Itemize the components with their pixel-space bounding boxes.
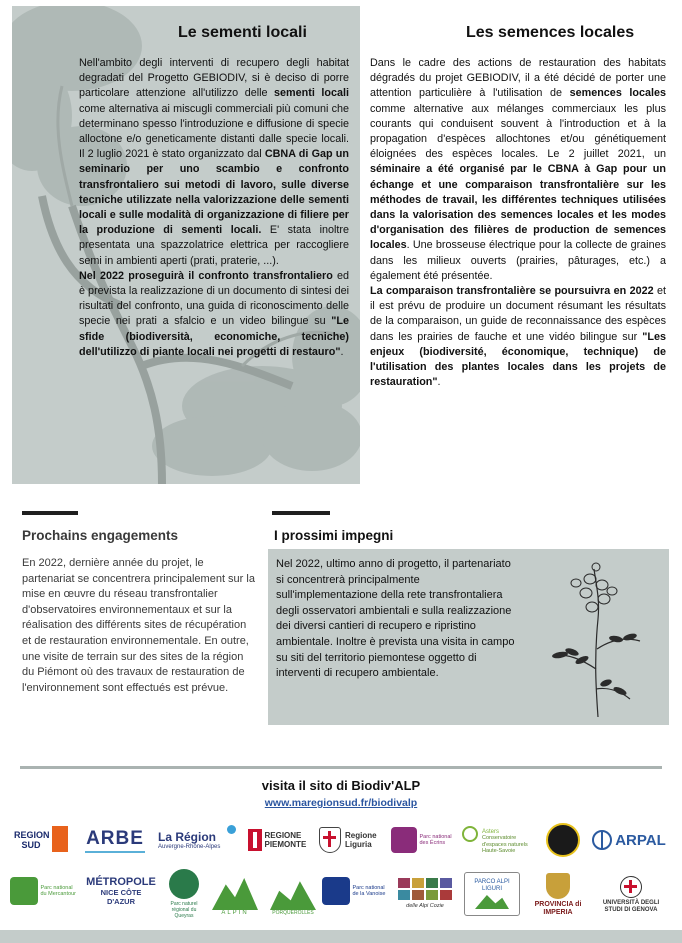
french-body-segment: La comparaison transfrontalière se poursuivra en 2022 [370,285,654,298]
alpi-liguri-label: PARCO ALPI LIGURI [474,879,510,892]
italian-body-segment: E' stata inoltre presentata una spazzolatrice elettrica per raccogliere semi in ambienti aperti (prati, praterie, ...). [79,224,350,267]
alpi-liguri-mountain-icon [475,895,509,909]
imperia-shield-icon [546,873,570,899]
region-sud-emblem-icon [52,826,68,852]
footer-separator [20,766,662,769]
regione-liguria-logo [318,822,382,858]
imperia-label: PROVINCIA di IMPERIA [534,901,582,916]
italian-body-segment: ed è prevista la realizzazione di un documento di sintesi dei risultati del confronto, una guida di riconoscimento delle specie nei prati a sfalcio e un video bilingue su [79,269,350,328]
arpal-label: ARPAL [615,831,666,849]
arbe-label: ARBE [86,827,144,849]
prossimi-body: Nel 2022, ultimo anno di progetto, il partenariato si concentrerà principalmente sull'implementazione della rete transfrontaliera degli osservatori ambientali e sulla realizzazione dei diversi cantieri di recupero e ripristino ambientale. Inoltre è prevista una visita in campo su siti del territorio piemontese oggetto di interventi di recupero ambientale. [276,558,515,680]
section-rule-prossimi [272,511,330,515]
italian-body-segment: Nel 2022 proseguirà il confronto transfrontaliero [79,269,333,282]
arbe-underline [85,851,145,853]
visit-text: visita il sito di Biodiv'ALP [261,778,421,793]
website-link[interactable]: www.maregionsud.fr/biodivalp [264,797,418,809]
french-body-segment: séminaire a été organisé par le CBNA à Gap pour un échange et une comparaison transfrontalière sur les méthodes de travail, les différentes techniques utilisées dans la valorisation des semences locales et les modes d'organisation des filières de production de semences locales [370,163,666,252]
french-body-segment: . [437,376,441,389]
porquerolles-label: PORQUEROLLES [272,910,314,916]
section-rule-prochains [22,511,78,515]
regione-liguria-label: Regione Liguria [345,831,377,849]
french-body-segment: comme alternative aux mélanges commerciaux les plus courants qui conduisent souvent à l'introduction et à la propagation d'espèces allochtones et/ou génétiquement éloignées des espèces locales. Le 2 juillet 2021, un [370,102,666,161]
ecrins-label: Parc national des Écrins [419,833,452,846]
porquerolles-landscape-icon [270,878,316,910]
plant-illustration [546,559,646,719]
alpin-label: ALPIN [221,910,249,916]
alpin-mountain-icon [212,878,258,910]
french-title: Les semences locales [466,24,635,41]
ibex-emblem-icon [546,823,580,857]
mercantour-logo [8,872,78,910]
italian-body-segment: CBNA di Gap un seminario per uno scambio e confronto transfrontaliero sui metodi di lavoro, sulle diverse tecniche utilizzate nella valorizzazione delle sementi locali e sulle modalità di organizzazione di filiere per la produzione di sementi locali. [79,148,349,237]
queyras-label: Parc naturel régional du Queyras [170,901,198,919]
asters-logo [462,822,532,862]
metropole-label: MÉTROPOLE [86,876,156,888]
prossimi-box [268,549,669,725]
queyras-emblem-icon [169,869,199,899]
region-sud-logo [14,822,72,858]
region-aura-logo [158,822,238,858]
alpi-liguri-logo [464,872,520,916]
piemonte-shield-icon [248,829,262,851]
genova-label: UNIVERSITÀ DEGLI STUDI DI GENOVA [602,900,660,913]
italian-title: Le sementi locali [178,24,307,41]
french-body-segment: "Les enjeux (biodiversité, économique, technique) de l'utilisation des plantes locales dans les projets de restauration" [370,330,666,389]
mercantour-spiral-icon [10,877,38,905]
porquerolles-logo [266,872,320,922]
alpi-cozie-grid-icon [398,878,452,900]
alpin-logo [210,872,260,922]
ecrins-logo [390,822,454,858]
genova-seal-icon [620,876,642,898]
imperia-logo [528,868,588,922]
alpi-cozie-logo [394,870,456,916]
vanoise-label: Parc national de la Vanoise [352,884,386,897]
asters-leaf-icon [462,826,478,842]
queyras-logo [162,866,206,922]
prochains-body: En 2022, dernière année du projet, le partenariat se concentrera principalement sur la mise en œuvre du réseau transfrontalier d'observatoires environnementaux et sur la réalisation des différents sites de récupération et de restauration environnementale. En outre, une visite de terrain sur des sites de la région du Piémont où des travaux de restauration de l'environnement sont effectués est prévue. [22,557,255,694]
italian-body-segment: Nell'ambito degli interventi di recupero degli habitat degradati del Progetto GEBIODIV, si è deciso di porre particolare attenzione all'utilizzo delle [79,57,349,100]
emblem-logo [540,820,586,860]
regione-piemonte-label: REGIONE PIEMONTE [264,831,307,849]
french-body-segment: et il est prévu de produire un document résumant les résultats de la comparaison, un guide de reconnaissance des espèces dans les prairies de fauche et une vidéo bilingue sur [370,285,666,343]
french-body-segment: Dans le cadre des actions de restauration des habitats dégradés du projet GEBIODIV, il a été décidé de porter une attention particulière à l'utilisation de [370,57,666,100]
regione-piemonte-logo [246,826,312,854]
arpal-logo [592,826,666,854]
prossimi-title: I prossimi impegni [274,528,394,543]
asters-sub: Conservatoire d'espaces naturels Haute-Savoie [482,835,528,855]
region-sud-label: REGION SUD [14,830,50,850]
mercantour-label: Parc national du Mercantour [40,884,76,897]
vanoise-logo [320,872,390,910]
italian-body-segment: sementi locali [274,87,349,100]
metropole-logo [86,876,156,906]
alpi-cozie-label: delle Alpi Cozie [406,902,444,909]
arpal-globe-icon [592,830,612,850]
region-aura-label: La Région [158,830,217,844]
italian-body-segment: . [340,345,344,358]
prochains-title: Prochains engagements [22,528,179,543]
italian-body-segment: "Le sfide (biodiversità, economiche, tecniche) dell'utilizzo di piante locali nei progetti di restauro" [79,315,349,358]
french-body-segment: . Une brosseuse électrique pour la collecte de graines dans les milieux ouverts (prairies, pâturages, etc.) a également été présentée. [370,239,666,282]
genova-logo [594,868,668,922]
vanoise-spiral-icon [322,877,350,905]
arbe-logo [80,822,150,858]
region-aura-sub: Auvergne-Rhône-Alpes [158,844,221,850]
italian-body [79,56,349,360]
liguria-shield-icon [319,827,341,853]
french-body-segment: semences locales [569,87,667,100]
ecrins-spiral-icon [391,827,417,853]
bottom-band [0,930,682,943]
metropole-sub: NICE CÔTE D'AZUR [100,888,142,906]
region-aura-dot-icon [227,825,236,834]
french-body [370,56,666,390]
italian-body-segment: come alternativa ai miscugli commerciali più comuni che determinano spesso l'introduzione e diffusione di specie alloctone e/o geneticamente distanti dalle specie locali. Il 2 luglio 2021 è stato organizzato dal [79,102,349,161]
asters-label: Asters [482,829,500,836]
